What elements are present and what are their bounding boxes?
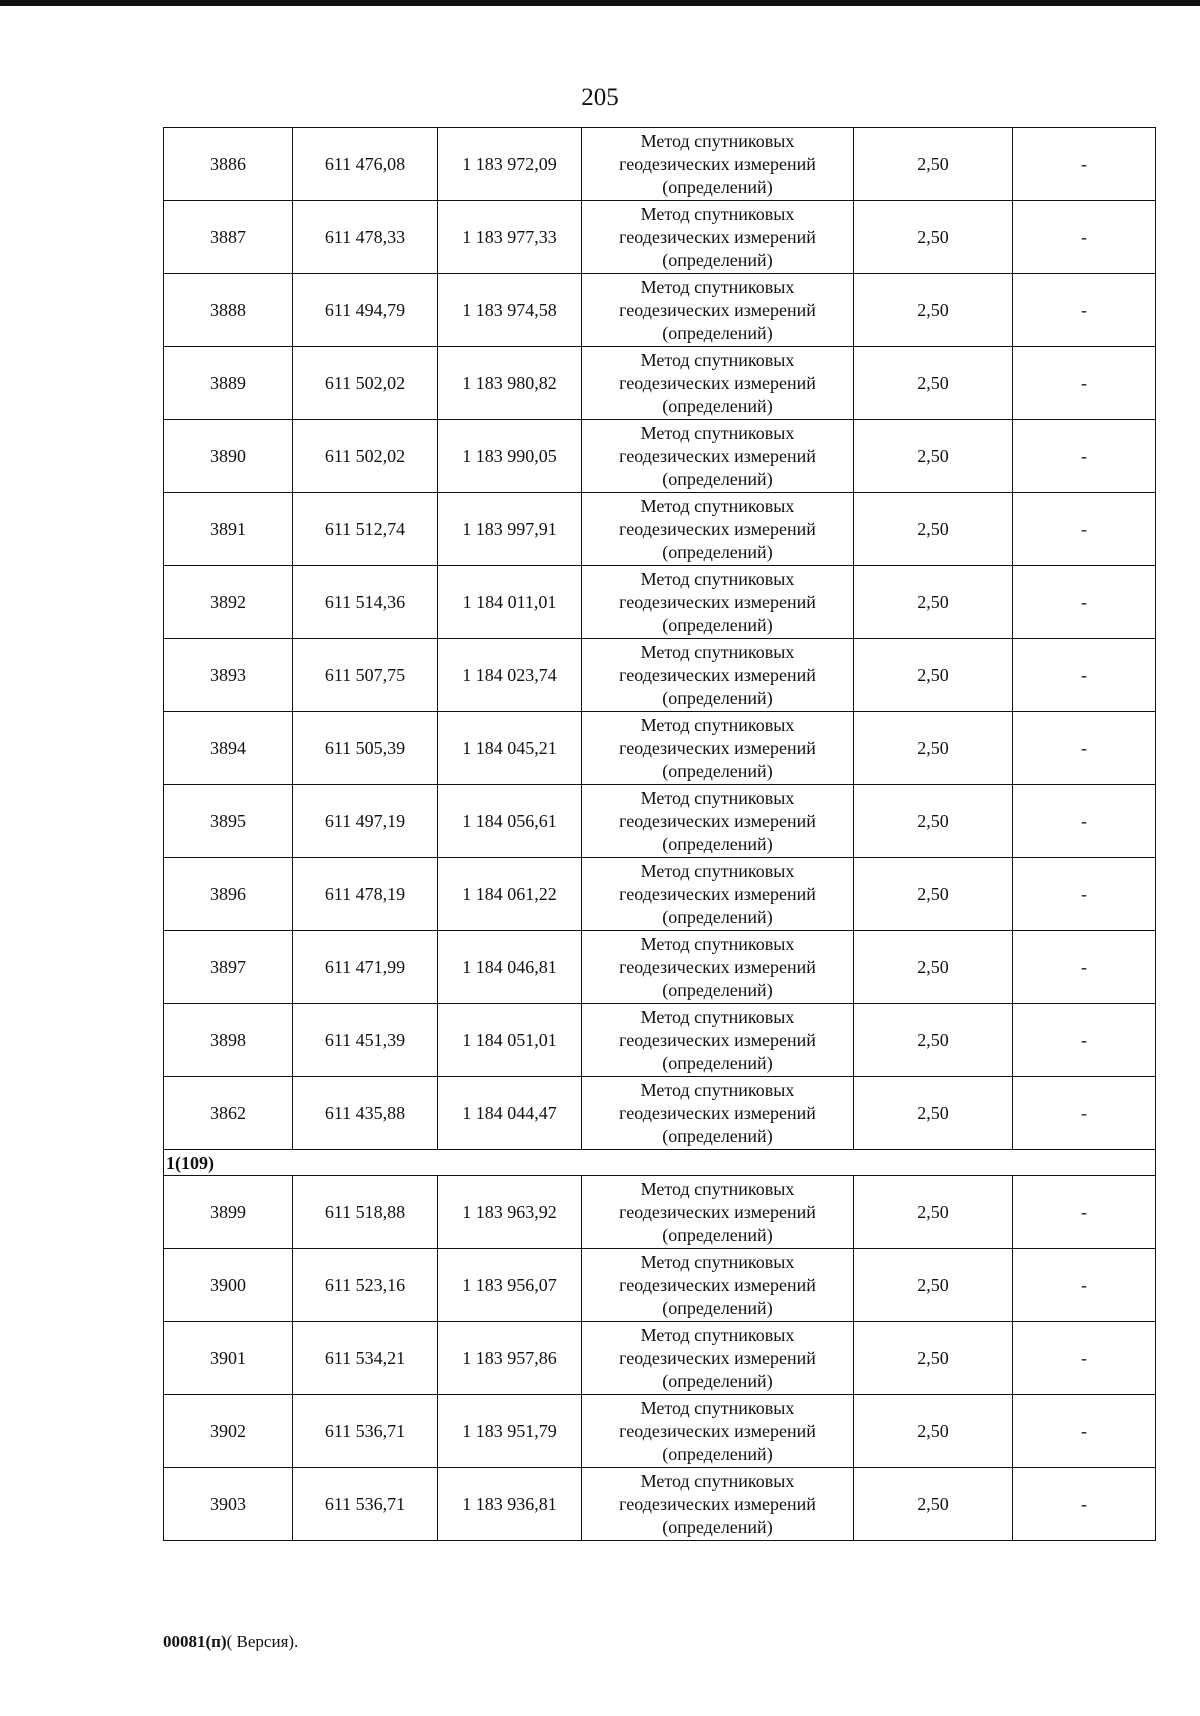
y-coordinate-cell: 1 183 977,33 <box>438 201 582 274</box>
x-coordinate-cell: 611 478,19 <box>293 858 438 931</box>
y-coordinate-cell: 1 184 061,22 <box>438 858 582 931</box>
y-coordinate-cell: 1 183 990,05 <box>438 420 582 493</box>
method-cell <box>582 931 854 1004</box>
y-coordinate-cell: 1 184 044,47 <box>438 1077 582 1150</box>
method-line: Метод спутниковых <box>640 349 795 370</box>
point-number-cell: 3897 <box>164 931 293 1004</box>
y-coordinate-cell: 1 184 056,61 <box>438 785 582 858</box>
y-coordinate-cell: 1 184 051,01 <box>438 1004 582 1077</box>
x-coordinate-cell: 611 451,39 <box>293 1004 438 1077</box>
method-cell <box>582 128 854 201</box>
x-coordinate-cell: 611 514,36 <box>293 566 438 639</box>
method-line: (определений) <box>662 395 773 416</box>
note-cell: - <box>1013 420 1156 493</box>
x-coordinate-cell: 611 518,88 <box>293 1176 438 1249</box>
method-line: Метод спутниковых <box>640 495 795 516</box>
method-line: (определений) <box>662 1297 773 1318</box>
method-line: Метод спутниковых <box>640 787 795 808</box>
method-line: геодезических измерений <box>619 1420 816 1441</box>
method-cell <box>582 1004 854 1077</box>
note-cell: - <box>1013 566 1156 639</box>
accuracy-cell: 2,50 <box>854 201 1013 274</box>
accuracy-cell: 2,50 <box>854 493 1013 566</box>
method-cell <box>582 1077 854 1150</box>
method-line: Метод спутниковых <box>640 1324 795 1345</box>
method-line: (определений) <box>662 541 773 562</box>
note-cell: - <box>1013 201 1156 274</box>
y-coordinate-cell: 1 183 936,81 <box>438 1468 582 1541</box>
y-coordinate-cell: 1 183 972,09 <box>438 128 582 201</box>
accuracy-cell: 2,50 <box>854 347 1013 420</box>
table-row <box>164 1004 1156 1077</box>
method-cell <box>582 347 854 420</box>
method-line: (определений) <box>662 249 773 270</box>
method-line: Метод спутниковых <box>640 933 795 954</box>
note-cell: - <box>1013 1077 1156 1150</box>
x-coordinate-cell: 611 494,79 <box>293 274 438 347</box>
table-row <box>164 128 1156 201</box>
x-coordinate-cell: 611 497,19 <box>293 785 438 858</box>
method-line: Метод спутниковых <box>640 1006 795 1027</box>
method-line: Метод спутниковых <box>640 1178 795 1199</box>
scan-top-border <box>0 0 1200 6</box>
table-row <box>164 1322 1156 1395</box>
table-row <box>164 712 1156 785</box>
accuracy-cell: 2,50 <box>854 1249 1013 1322</box>
x-coordinate-cell: 611 478,33 <box>293 201 438 274</box>
note-cell: - <box>1013 493 1156 566</box>
method-line: (определений) <box>662 979 773 1000</box>
x-coordinate-cell: 611 523,16 <box>293 1249 438 1322</box>
method-cell <box>582 712 854 785</box>
note-cell: - <box>1013 1395 1156 1468</box>
point-number-cell: 3900 <box>164 1249 293 1322</box>
method-cell <box>582 274 854 347</box>
method-line: геодезических измерений <box>619 737 816 758</box>
method-line: геодезических измерений <box>619 372 816 393</box>
y-coordinate-cell: 1 184 045,21 <box>438 712 582 785</box>
point-number-cell: 3893 <box>164 639 293 712</box>
note-cell: - <box>1013 785 1156 858</box>
table-row <box>164 1176 1156 1249</box>
method-line: геодезических измерений <box>619 1201 816 1222</box>
document-footer <box>163 1632 298 1652</box>
y-coordinate-cell: 1 184 023,74 <box>438 639 582 712</box>
x-coordinate-cell: 611 507,75 <box>293 639 438 712</box>
x-coordinate-cell: 611 476,08 <box>293 128 438 201</box>
page-number: 205 <box>581 84 619 111</box>
method-line: геодезических измерений <box>619 518 816 539</box>
table-row <box>164 274 1156 347</box>
method-line: Метод спутниковых <box>640 860 795 881</box>
method-line: (определений) <box>662 468 773 489</box>
point-number-cell: 3901 <box>164 1322 293 1395</box>
y-coordinate-cell: 1 183 980,82 <box>438 347 582 420</box>
method-line: (определений) <box>662 1516 773 1537</box>
accuracy-cell: 2,50 <box>854 931 1013 1004</box>
y-coordinate-cell: 1 183 951,79 <box>438 1395 582 1468</box>
note-cell: - <box>1013 1322 1156 1395</box>
point-number-cell: 3902 <box>164 1395 293 1468</box>
method-line: (определений) <box>662 906 773 927</box>
point-number-cell: 3889 <box>164 347 293 420</box>
y-coordinate-cell: 1 183 974,58 <box>438 274 582 347</box>
table-row <box>164 931 1156 1004</box>
x-coordinate-cell: 611 512,74 <box>293 493 438 566</box>
table-row <box>164 785 1156 858</box>
table-row <box>164 420 1156 493</box>
accuracy-cell: 2,50 <box>854 274 1013 347</box>
method-line: геодезических измерений <box>619 883 816 904</box>
method-cell <box>582 858 854 931</box>
accuracy-cell: 2,50 <box>854 785 1013 858</box>
x-coordinate-cell: 611 471,99 <box>293 931 438 1004</box>
accuracy-cell: 2,50 <box>854 1468 1013 1541</box>
x-coordinate-cell: 611 502,02 <box>293 420 438 493</box>
method-line: Метод спутниковых <box>640 422 795 443</box>
y-coordinate-cell: 1 184 046,81 <box>438 931 582 1004</box>
note-cell: - <box>1013 274 1156 347</box>
y-coordinate-cell: 1 183 956,07 <box>438 1249 582 1322</box>
x-coordinate-cell: 611 502,02 <box>293 347 438 420</box>
section-label: 1(109) <box>164 1150 1156 1176</box>
point-number-cell: 3895 <box>164 785 293 858</box>
point-number-cell: 3898 <box>164 1004 293 1077</box>
note-cell: - <box>1013 931 1156 1004</box>
point-number-cell: 3894 <box>164 712 293 785</box>
method-cell <box>582 1322 854 1395</box>
point-number-cell: 3899 <box>164 1176 293 1249</box>
x-coordinate-cell: 611 536,71 <box>293 1395 438 1468</box>
method-line: (определений) <box>662 1125 773 1146</box>
method-line: (определений) <box>662 614 773 635</box>
method-cell <box>582 1395 854 1468</box>
method-line: геодезических измерений <box>619 1274 816 1295</box>
y-coordinate-cell: 1 183 963,92 <box>438 1176 582 1249</box>
point-number-cell: 3903 <box>164 1468 293 1541</box>
method-line: геодезических измерений <box>619 664 816 685</box>
table-row <box>164 493 1156 566</box>
method-line: геодезических измерений <box>619 810 816 831</box>
table-row <box>164 639 1156 712</box>
method-line: геодезических измерений <box>619 1102 816 1123</box>
method-line: геодезических измерений <box>619 299 816 320</box>
point-number-cell: 3887 <box>164 201 293 274</box>
accuracy-cell: 2,50 <box>854 1004 1013 1077</box>
point-number-cell: 3888 <box>164 274 293 347</box>
method-line: (определений) <box>662 322 773 343</box>
section-header-row <box>164 1150 1156 1176</box>
accuracy-cell: 2,50 <box>854 712 1013 785</box>
method-line: Метод спутниковых <box>640 568 795 589</box>
method-line: (определений) <box>662 833 773 854</box>
coordinates-table <box>163 127 1156 1541</box>
method-line: геодезических измерений <box>619 153 816 174</box>
point-number-cell: 3891 <box>164 493 293 566</box>
method-line: геодезических измерений <box>619 445 816 466</box>
method-line: Метод спутниковых <box>640 276 795 297</box>
note-cell: - <box>1013 128 1156 201</box>
method-line: Метод спутниковых <box>640 130 795 151</box>
accuracy-cell: 2,50 <box>854 420 1013 493</box>
point-number-cell: 3886 <box>164 128 293 201</box>
method-line: (определений) <box>662 1224 773 1245</box>
note-cell: - <box>1013 639 1156 712</box>
x-coordinate-cell: 611 536,71 <box>293 1468 438 1541</box>
method-line: (определений) <box>662 176 773 197</box>
accuracy-cell: 2,50 <box>854 1395 1013 1468</box>
table-row <box>164 1249 1156 1322</box>
method-cell <box>582 1249 854 1322</box>
method-line: Метод спутниковых <box>640 1470 795 1491</box>
method-line: (определений) <box>662 1052 773 1073</box>
method-line: Метод спутниковых <box>640 714 795 735</box>
note-cell: - <box>1013 1004 1156 1077</box>
y-coordinate-cell: 1 184 011,01 <box>438 566 582 639</box>
table-row <box>164 1077 1156 1150</box>
note-cell: - <box>1013 1249 1156 1322</box>
method-cell <box>582 566 854 639</box>
method-line: геодезических измерений <box>619 1029 816 1050</box>
method-line: геодезических измерений <box>619 226 816 247</box>
table-row <box>164 566 1156 639</box>
point-number-cell: 3890 <box>164 420 293 493</box>
table-row <box>164 858 1156 931</box>
note-cell: - <box>1013 1176 1156 1249</box>
method-cell <box>582 639 854 712</box>
accuracy-cell: 2,50 <box>854 1077 1013 1150</box>
method-cell <box>582 1176 854 1249</box>
method-line: (определений) <box>662 687 773 708</box>
method-line: Метод спутниковых <box>640 641 795 662</box>
method-line: Метод спутниковых <box>640 1079 795 1100</box>
point-number-cell: 3862 <box>164 1077 293 1150</box>
note-cell: - <box>1013 858 1156 931</box>
method-line: Метод спутниковых <box>640 1251 795 1272</box>
table-row <box>164 347 1156 420</box>
accuracy-cell: 2,50 <box>854 128 1013 201</box>
footer-version: ( Версия). <box>226 1632 299 1651</box>
y-coordinate-cell: 1 183 997,91 <box>438 493 582 566</box>
method-cell <box>582 201 854 274</box>
note-cell: - <box>1013 1468 1156 1541</box>
method-cell <box>582 785 854 858</box>
method-line: (определений) <box>662 1370 773 1391</box>
table-row <box>164 1468 1156 1541</box>
y-coordinate-cell: 1 183 957,86 <box>438 1322 582 1395</box>
method-cell <box>582 493 854 566</box>
method-line: (определений) <box>662 760 773 781</box>
coordinates-table-body <box>164 128 1156 1541</box>
note-cell: - <box>1013 712 1156 785</box>
x-coordinate-cell: 611 435,88 <box>293 1077 438 1150</box>
method-line: геодезических измерений <box>619 1493 816 1514</box>
point-number-cell: 3896 <box>164 858 293 931</box>
point-number-cell: 3892 <box>164 566 293 639</box>
accuracy-cell: 2,50 <box>854 639 1013 712</box>
x-coordinate-cell: 611 505,39 <box>293 712 438 785</box>
accuracy-cell: 2,50 <box>854 1322 1013 1395</box>
note-cell: - <box>1013 347 1156 420</box>
accuracy-cell: 2,50 <box>854 858 1013 931</box>
accuracy-cell: 2,50 <box>854 566 1013 639</box>
method-cell <box>582 420 854 493</box>
method-line: (определений) <box>662 1443 773 1464</box>
method-line: геодезических измерений <box>619 1347 816 1368</box>
table-row <box>164 201 1156 274</box>
method-line: Метод спутниковых <box>640 1397 795 1418</box>
method-line: Метод спутниковых <box>640 203 795 224</box>
footer-code: 00081(п) <box>163 1632 227 1651</box>
x-coordinate-cell: 611 534,21 <box>293 1322 438 1395</box>
table-row <box>164 1395 1156 1468</box>
method-line: геодезических измерений <box>619 591 816 612</box>
method-line: геодезических измерений <box>619 956 816 977</box>
method-cell <box>582 1468 854 1541</box>
accuracy-cell: 2,50 <box>854 1176 1013 1249</box>
